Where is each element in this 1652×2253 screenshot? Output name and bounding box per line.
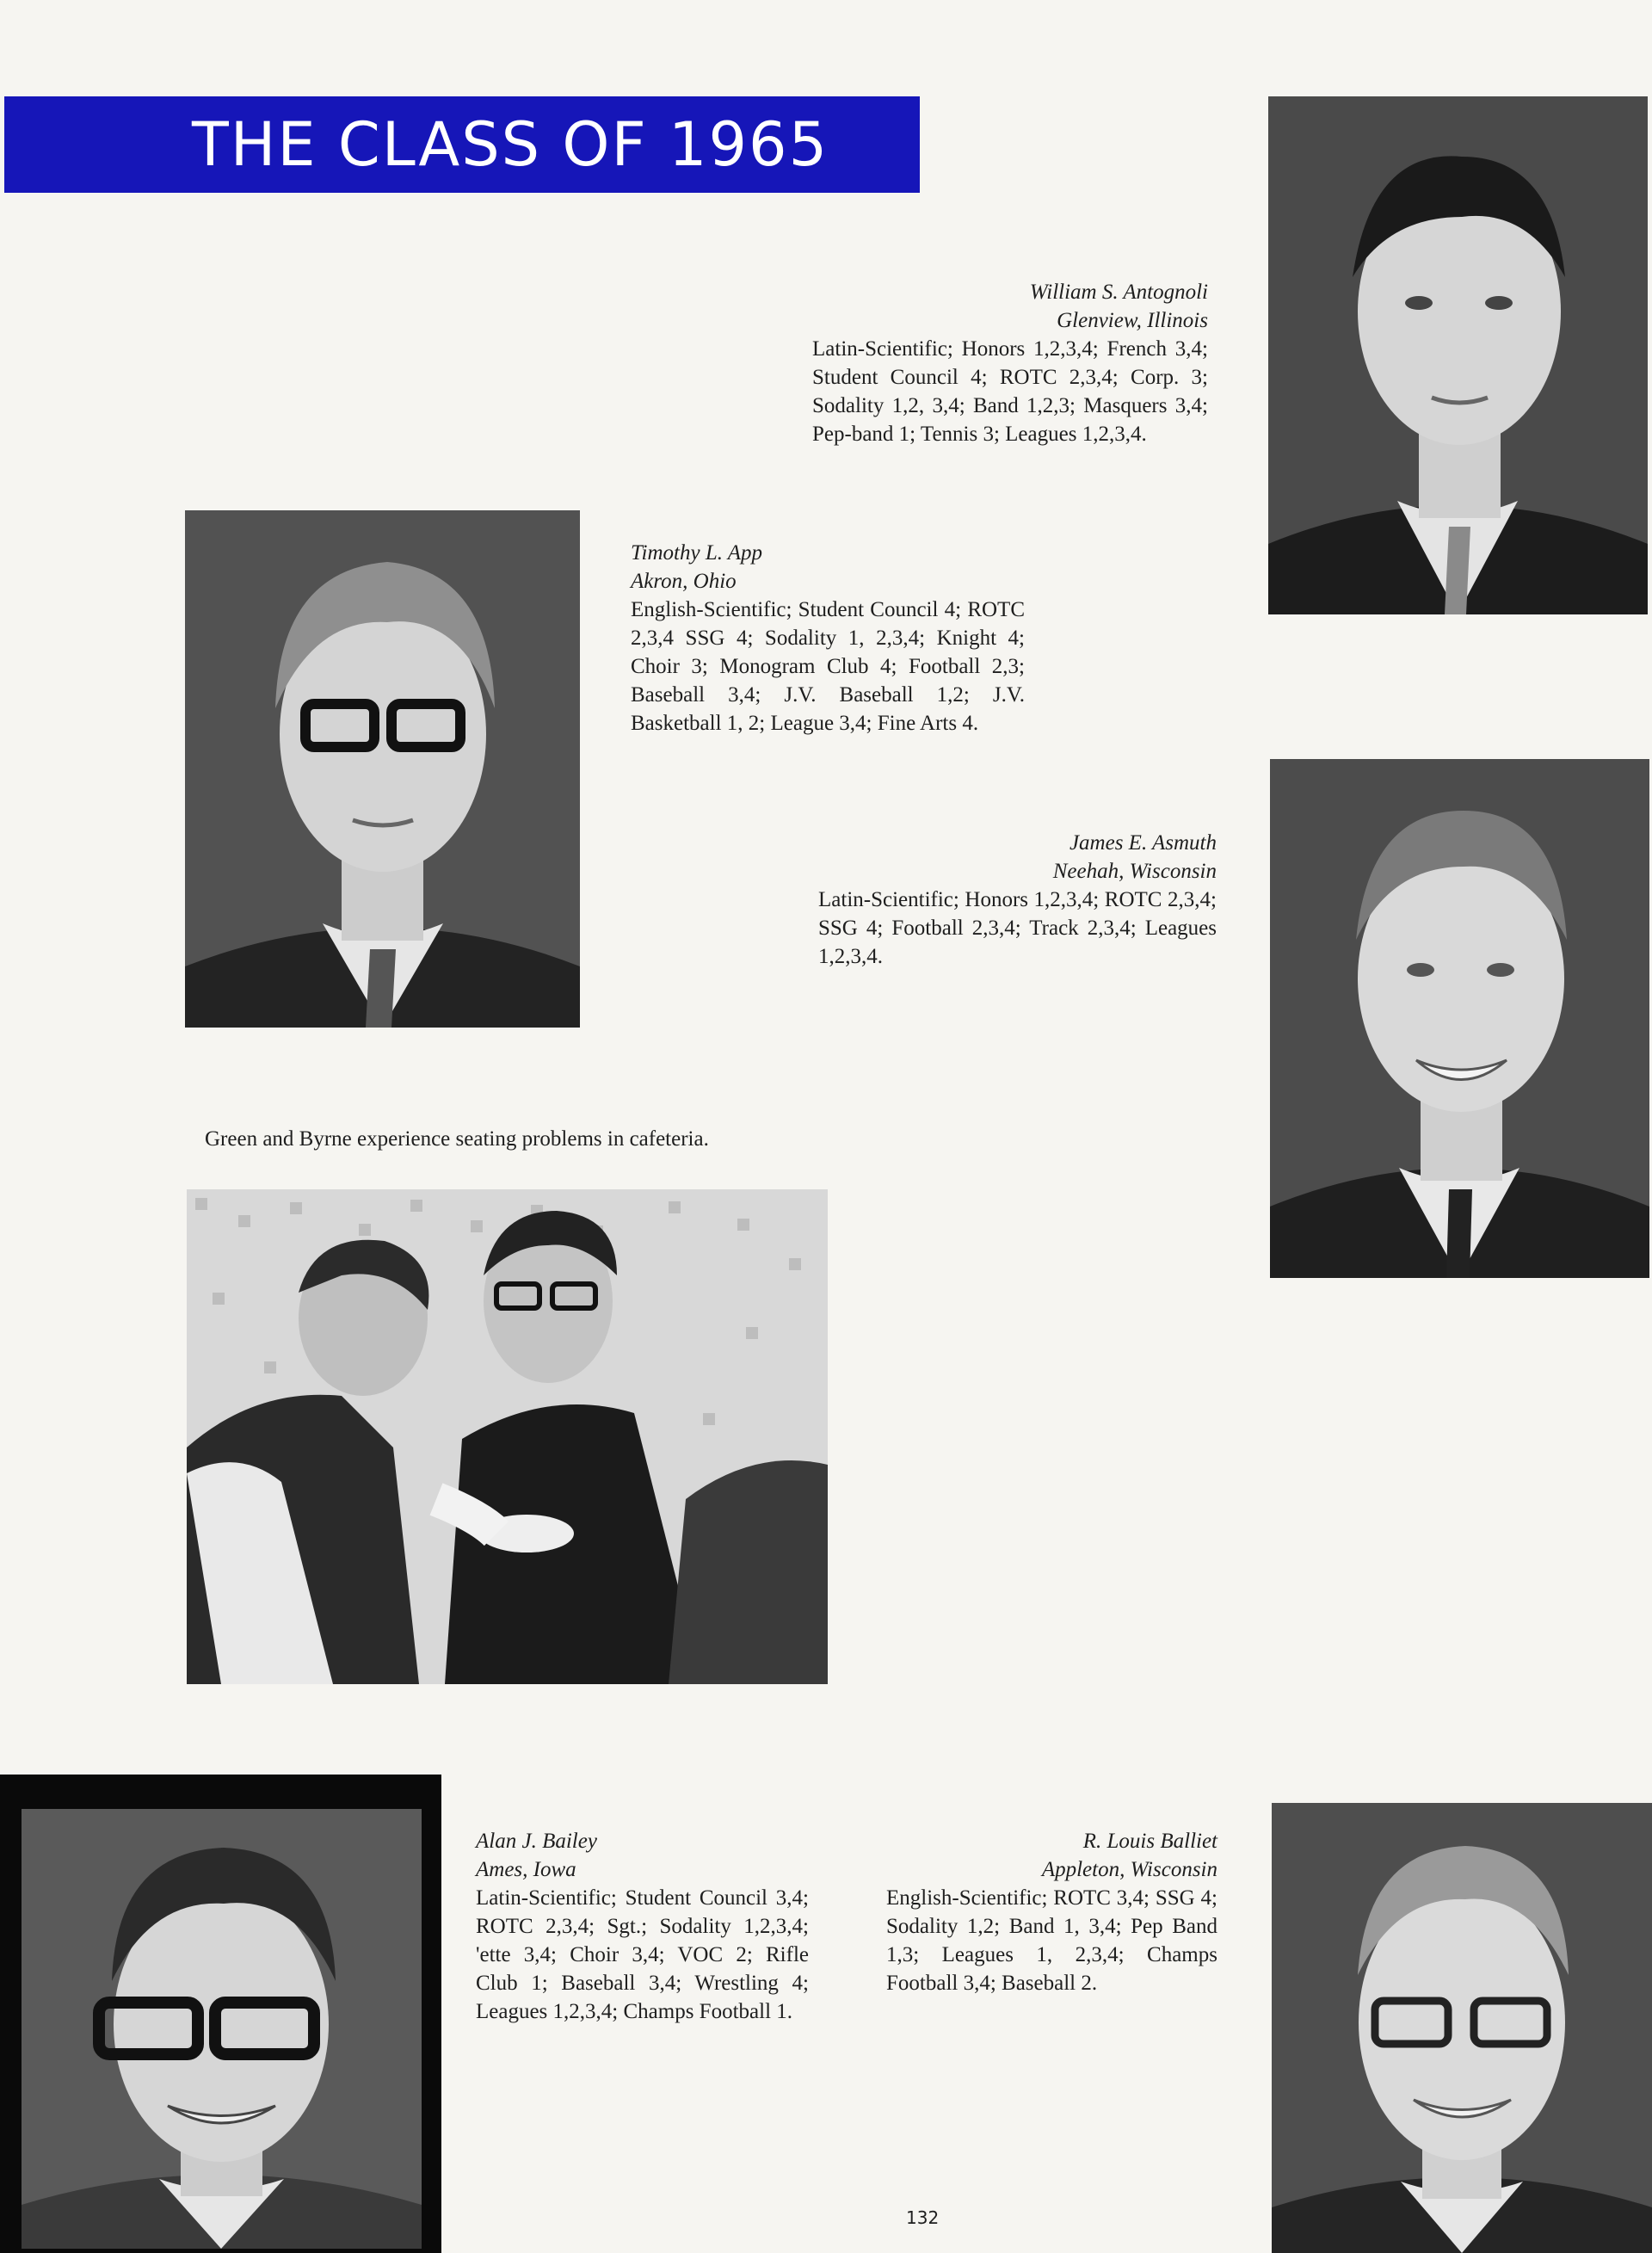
student-hometown: Neehah, Wisconsin <box>1052 860 1217 883</box>
student-name: Alan J. Bailey <box>476 1830 597 1853</box>
section-banner <box>4 96 920 193</box>
student-activities: English-Scientific; Student Council 4; ROTC 2,3,4 SSG 4; Sodality 1, 2,3,4; Knight 4; Choir 3; Monogram Club 4; Football 2,3; Baseball 3,4; J.V. Baseball 1,2; J.V. Basketball 1, 2; League 3,4; Fine Arts 4. <box>631 598 1025 735</box>
student-hometown: Appleton, Wisconsin <box>1041 1858 1217 1881</box>
student-hometown: Ames, Iowa <box>476 1858 576 1881</box>
student-name: R. Louis Balliet <box>1082 1830 1217 1853</box>
bio-app <box>631 539 1025 738</box>
student-activities: English-Scientific; ROTC 3,4; SSG 4; Sodality 1,2; Band 1, 3,4; Pep Band 1,3; Leagues 1, 2,3,4; Champs Football 3,4; Baseball 2. <box>886 1886 1217 1995</box>
candid-photo-cafeteria <box>187 1189 828 1684</box>
portrait-bailey <box>22 1809 422 2249</box>
student-hometown: Akron, Ohio <box>631 570 737 593</box>
photo-caption: Green and Byrne experience seating problems in cafeteria. <box>205 1127 709 1151</box>
portrait-balliet <box>1272 1803 1652 2253</box>
bio-asmuth <box>818 829 1217 971</box>
student-activities: Latin-Scientific; Honors 1,2,3,4; ROTC 2,3,4; SSG 4; Football 2,3,4; Track 2,3,4; Leagues 1,2,3,4. <box>818 888 1217 968</box>
page-title: THE CLASS OF 1965 <box>192 109 829 180</box>
portrait-app <box>185 510 580 1028</box>
student-hometown: Glenview, Illinois <box>1057 309 1208 332</box>
student-activities: Latin-Scientific; Student Council 3,4; ROTC 2,3,4; Sgt.; Sodality 1,2,3,4; 'ette 3,4; Choir 3,4; VOC 2; Rifle Club 1; Baseball 3,4; Wrestling 4; Leagues 1,2,3,4; Champs Football 1. <box>476 1886 809 2023</box>
bio-bailey <box>476 1827 809 2026</box>
student-activities: Latin-Scientific; Honors 1,2,3,4; French 3,4; Student Council 4; ROTC 2,3,4; Corp. 3; Sodality 1,2, 3,4; Band 1,2,3; Masquers 3,4; Pep-band 1; Tennis 3; Leagues 1,2,3,4. <box>812 337 1208 446</box>
page-number: 132 <box>906 2207 940 2228</box>
portrait-antognoli <box>1268 96 1648 614</box>
bio-balliet <box>886 1827 1217 1997</box>
student-name: James E. Asmuth <box>1069 831 1217 855</box>
student-name: Timothy L. App <box>631 541 763 565</box>
student-name: William S. Antognoli <box>1029 281 1208 304</box>
portrait-asmuth <box>1270 759 1649 1278</box>
bio-antognoli <box>812 278 1208 448</box>
